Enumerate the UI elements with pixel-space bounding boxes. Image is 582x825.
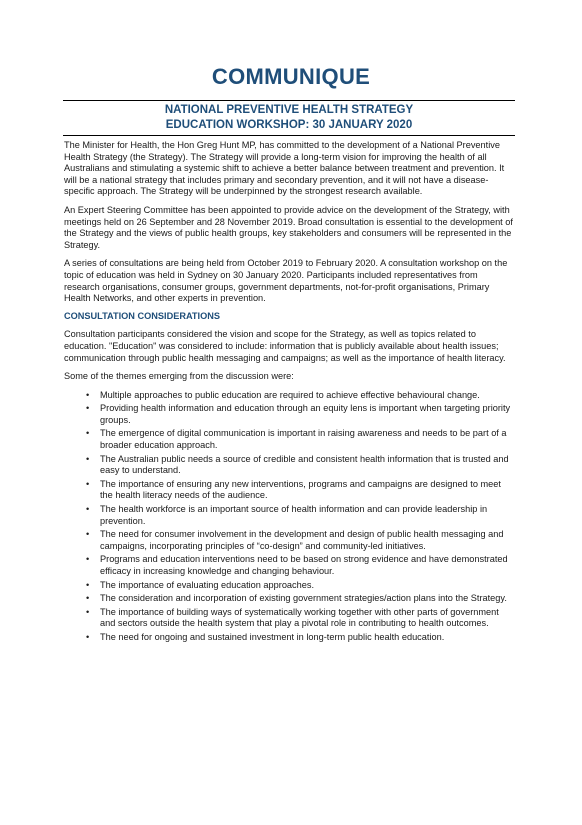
theme-text: Multiple approaches to public education are required to achieve effective behavioural change. [100,389,480,400]
list-item [64,632,514,644]
list-item [64,390,514,402]
list-item [64,607,514,630]
title-rule-top [63,100,515,101]
theme-text: Providing health information and education through an equity lens is important when targeting priority groups. [100,403,511,425]
bullet-icon: • [86,593,90,604]
theme-text: Programs and education interventions need to be based on strong evidence and have demonstrated efficacy in increasing knowledge and changing behaviour. [100,554,508,576]
communique-body [64,140,514,646]
paragraph-steering-committee: An Expert Steering Committee has been appointed to provide advice on the development of the Strategy, with meetings held on 26 September and 28 November 2019. Broad consultation is essential to the development of the Strategy and the views of public health groups, key stakeholders and consumers will be represented in the Strategy. [64,204,513,250]
theme-text: The Australian public needs a source of credible and consistent health information that is trusted and easy to understand. [100,453,509,476]
subtitle-line-2: EDUCATION WORKSHOP: 30 JANUARY 2020 [165,119,413,131]
bullet-icon: • [86,504,90,515]
bullet-icon: • [86,529,90,540]
subtitle-line-1: NATIONAL PREVENTIVE HEALTH STRATEGY [164,104,414,116]
bullet-icon: • [86,631,90,642]
theme-text: The need for ongoing and sustained investment in long-term public health education. [100,631,445,642]
title-rule-bottom [63,135,515,136]
paragraph-consultations: A series of consultations are being held from October 2019 to February 2020. A consultation workshop on the topic of education was held in Sydney on 30 January 2020. Participants included representatives from research organisations, consumer groups, government departments, not-for-profit organisations, Primary Health Networks, and other experts in prevention. [64,258,508,304]
section-intro: Consultation participants considered the vision and scope for the Strategy, as well as topics related to education. "Education" was considered to include: information that is publicly available about health issues; communication through public health messaging and campaigns; as well as the importance of health literacy. [64,329,506,363]
list-item [64,554,514,577]
bullet-icon: • [86,389,90,400]
theme-text: The emergence of digital communication is important in raising awareness and needs to be part of a broader education approach. [100,428,507,451]
bullet-icon: • [86,554,90,565]
list-item [64,479,514,502]
theme-text: The health workforce is an important source of health information and can provide leadership in prevention. [100,504,488,526]
bullet-icon: • [86,579,90,590]
theme-text: The importance of building ways of systematically working together with other parts of government and sectors outside the health system that play a pivotal role in contributing to health outcomes. [100,606,499,629]
theme-text: The importance of ensuring any new interventions, programs and campaigns are designed to meet the health literacy needs of the audience. [100,478,501,501]
bullet-icon: • [86,453,90,464]
paragraph-intro: The Minister for Health, the Hon Greg Hunt MP, has committed to the development of a National Preventive Health Strategy (the Strategy). The Strategy will provide a long-term vision for improving the health of all Australians and stimulating a systemic shift to achieve a better balance between treatment and prevention. It will be a national strategy that includes primary and secondary prevention, and it will not have a disease-specific approach. The Strategy will be underpinned by the strongest research available. [64,140,505,197]
bullet-icon: • [86,606,90,617]
list-item [64,403,514,426]
section-heading: CONSULTATION CONSIDERATIONS [64,310,221,321]
list-item [64,529,514,552]
theme-text: The need for consumer involvement in the development and design of public health messaging and campaigns, incorporating principles of “co-design” and community-led initiatives. [100,529,504,551]
list-item [64,593,514,605]
page-title: COMMUNIQUE [211,64,371,89]
theme-text: The importance of evaluating education approaches. [100,579,315,590]
bullet-icon: • [86,403,90,414]
bullet-icon: • [86,478,90,489]
list-item [64,454,514,477]
list-item [64,580,514,592]
list-item [64,504,514,527]
theme-text: The consideration and incorporation of existing government strategies/action plans into the Strategy. [100,593,507,604]
bullet-icon: • [86,428,90,439]
themes-list [64,390,514,644]
themes-intro: Some of the themes emerging from the discussion were: [64,371,294,382]
list-item [64,428,514,451]
